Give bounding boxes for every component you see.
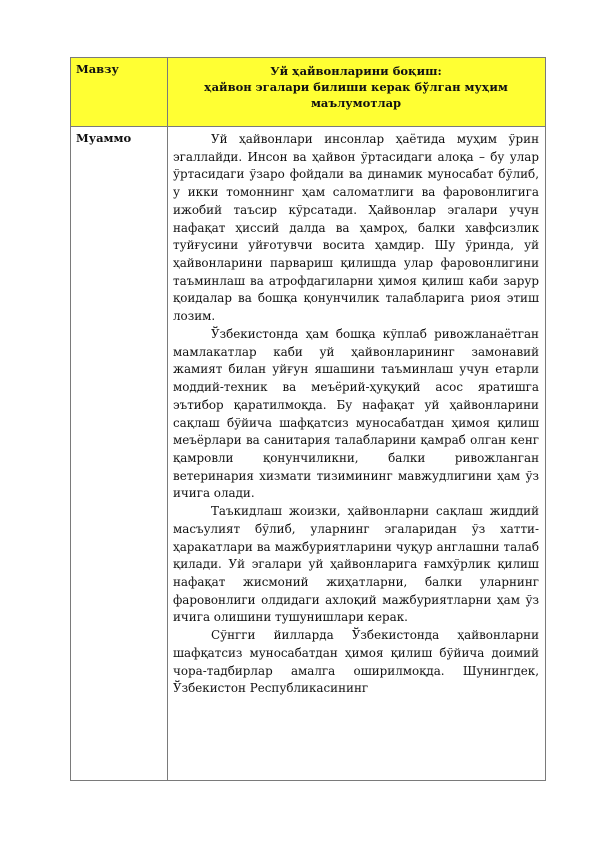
problem-label: Муаммо bbox=[71, 127, 168, 781]
problem-text-cell bbox=[168, 127, 546, 781]
topic-title-line: маълумотлар bbox=[310, 95, 402, 110]
info-table bbox=[70, 57, 546, 781]
paragraph: Сўнгги йилларда Ўзбекистонда ҳайвонларни шафқатсиз муносабатдан ҳимоя қилиш бўйича доимий чора-тадбирлар амалга оширилмоқда. Шунингдек, Ўзбекистон Республикасининг bbox=[173, 628, 539, 696]
topic-row bbox=[71, 58, 546, 127]
topic-title-cell bbox=[168, 58, 546, 127]
topic-title bbox=[173, 64, 539, 111]
topic-label: Мавзу bbox=[71, 58, 168, 127]
paragraph: Уй ҳайвонлари инсонлар ҳаётида муҳим ўрин эгаллайди. Инсон ва ҳайвон ўртасидаги алоқа – бу улар ўртасидаги ўзаро фойдали ва динамик муносабат бўлиб, у икки томоннинг ҳам саломатлиги ва фаровонлигига ижобий таъсир кўрсатади. Ҳайвонлар эгалари учун нафақат ҳиссий далда ва ҳамроҳ, балки хавфсизлик туйғусини уйғотувчи восита ҳамдир. Шу ўринда, уй ҳайвонларини парвариш қилишда улар фаровонлигини таъминлаш ва атрофдагиларни ҳимоя қилиш каби зарур қоидалар ва бошқа қонунчилик талабларига риоя этиш лозим. bbox=[173, 132, 539, 324]
paragraph: Ўзбекистонда ҳам бошқа кўплаб ривожланаётган мамлакатлар каби уй ҳайвонларининг замонавий жамият билан уйғун яшашини таъминлаш учун етарли моддий-техник ва меъёрий-ҳуқуқий асос яратишга эътибор қаратилмоқда. Бу нафақат уй ҳайвонларини сақлаш бўйича шафқатсиз муносабатдан ҳимоя қилиш меъёрлари ва санитария талабларини қамраб олган кенг қамровли қонунчиликни, балки ривожланган ветеринария хизмати тизимининг мавжудлигини ҳам ўз ичига олади. bbox=[173, 326, 539, 501]
topic-title-line: ҳайвон эгалари билиши керак бўлган муҳим bbox=[204, 79, 508, 94]
paragraph: Таъкидлаш жоизки, ҳайвонларни сақлаш жиддий масъулият бўлиб, уларнинг эгаларидан ўз хатти-ҳаракатлари ва мажбуриятларини чуқур англашни талаб қилади. Уй эгалари уй ҳайвонларига ғамхўрлик қилиш нафақат жисмоний жиҳатларни, балки уларнинг фаровонлиги олдидаги ахлоқий мажбуриятларни ҳам ўз ичига олишини тушунишлари керак. bbox=[173, 504, 539, 625]
topic-title-line: Уй ҳайвонларини боқиш: bbox=[270, 64, 442, 78]
problem-row bbox=[71, 127, 546, 781]
